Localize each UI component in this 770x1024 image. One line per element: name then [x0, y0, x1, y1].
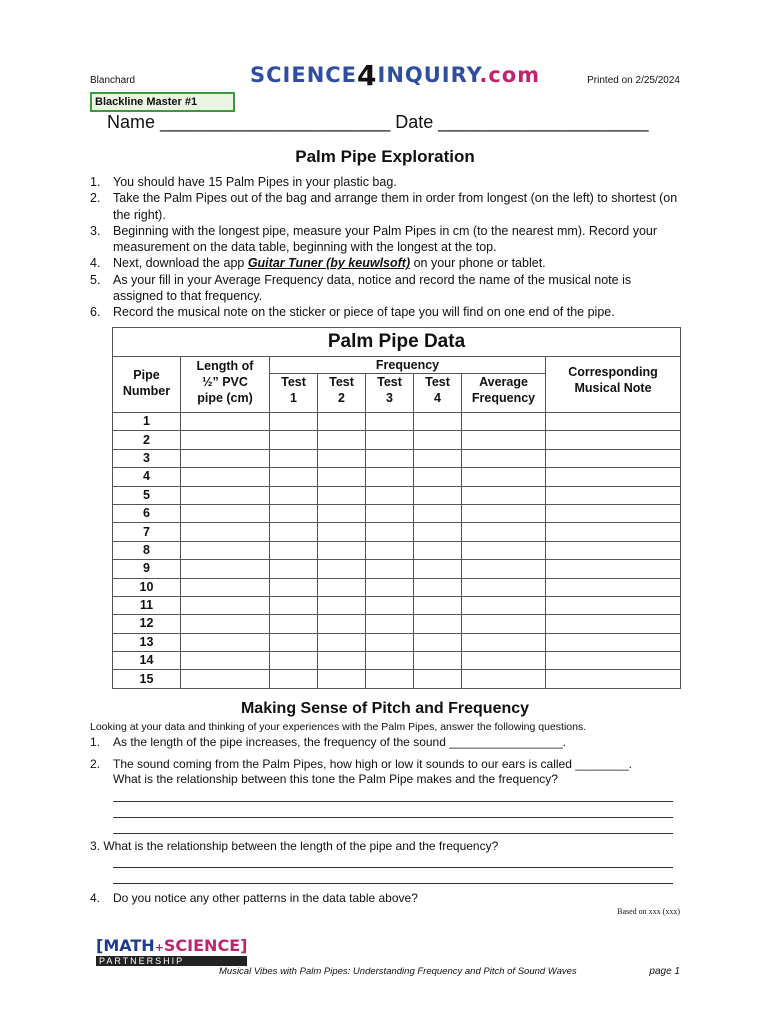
question-4: 4. Do you notice any other patterns in the data table above?: [90, 891, 418, 905]
table-row: 8: [113, 541, 681, 559]
step-item: 2. Take the Palm Pipes out of the bag and arrange them in order from longest (on the left) to shortest (on the right).: [90, 191, 678, 222]
step-item: 6. Record the musical note on the sticker or piece of tape you will find on one end of the pipe.: [90, 305, 615, 320]
question-2: 2. The sound coming from the Palm Pipes, how high or low it sounds to our ears is called ________.: [90, 757, 632, 771]
palm-pipe-data-table: [112, 327, 681, 689]
answer-line: [113, 817, 673, 818]
author-name: Blanchard: [90, 75, 136, 86]
header-musical-note: Corresponding Musical Note: [546, 357, 681, 413]
math-science-partnership-logo: [MATH+SCIENCE] PARTNERSHIP: [96, 936, 248, 966]
blackline-master-label: Blackline Master #1: [90, 92, 235, 112]
header-test-2: Test 2: [318, 374, 366, 413]
page-title: Palm Pipe Exploration: [295, 147, 475, 166]
table-row: 13: [113, 633, 681, 651]
question-1: 1. As the length of the pipe increases, the frequency of the sound _________________.: [90, 735, 567, 749]
table-row: 7: [113, 523, 681, 541]
answer-line: [113, 867, 673, 868]
logo-inquiry: INQUIRY: [377, 63, 480, 87]
answer-line: [113, 833, 673, 834]
header-test-1: Test 1: [270, 374, 318, 413]
table-row: 15: [113, 670, 681, 688]
answer-line: [113, 883, 673, 884]
table-row: 10: [113, 578, 681, 596]
table-row: 14: [113, 652, 681, 670]
table-row: 5: [113, 486, 681, 504]
instructions-list: [90, 174, 680, 321]
step-item: 1. You should have 15 Palm Pipes in your plastic bag.: [90, 175, 397, 189]
footer-title: Musical Vibes with Palm Pipes: Understanding Frequency and Pitch of Sound Waves: [219, 966, 577, 977]
answer-line: [113, 801, 673, 802]
question-3: 3. What is the relationship between the length of the pipe and the frequency?: [90, 839, 499, 853]
header-average-frequency: Average Frequency: [462, 374, 546, 413]
based-on-note: Based on xxx (xxx): [617, 907, 680, 916]
table-row: 1: [113, 413, 681, 431]
step-item: 5. As your fill in your Average Frequency data, notice and record the name of the musical note is assigned to that frequency.: [90, 272, 632, 304]
header-frequency: Frequency: [270, 357, 546, 374]
step-item: 4. Next, download the app Guitar Tuner (by keuwlsoft) on your phone or tablet.: [90, 256, 546, 271]
table-row: 12: [113, 615, 681, 633]
logo-com: .com: [479, 63, 541, 87]
table-row: 4: [113, 468, 681, 486]
app-name: Guitar Tuner (by keuwlsoft): [247, 256, 411, 271]
printed-date: Printed on 2/25/2024: [587, 75, 680, 86]
table-row: 2: [113, 431, 681, 449]
header-pipe-number: Pipe Number: [113, 357, 181, 413]
step-text: Record the musical note on the sticker or piece of tape you will find on one end of the pipe.: [113, 305, 615, 320]
science4inquiry-logo: [250, 56, 541, 92]
page-number: page 1: [649, 966, 680, 977]
logo-four: 4: [357, 59, 378, 92]
step-text: You should have 15 Palm Pipes in your plastic bag.: [113, 175, 397, 189]
name-date-line: Name _______________________ Date _____________________: [107, 112, 649, 132]
step-text: Beginning with the longest pipe, measure your Palm Pipes in cm (to the nearest mm). Record your measurement on the data table, beginning with the longest at the top.: [113, 223, 658, 255]
question-2-part-b: What is the relationship between this tone the Palm Pipe makes and the frequency?: [113, 772, 558, 786]
section-intro: Looking at your data and thinking of your experiences with the Palm Pipes, answer the following questions.: [90, 721, 587, 733]
header-test-4: Test 4: [414, 374, 462, 413]
table-row: 11: [113, 596, 681, 614]
table-row: 9: [113, 560, 681, 578]
step-text: Take the Palm Pipes out of the bag and arrange them in order from longest (on the left) to shortest (on the right).: [113, 191, 678, 222]
logo-science: SCIENCE: [250, 63, 358, 87]
header-test-3: Test 3: [366, 374, 414, 413]
step-text: As your fill in your Average Frequency data, notice and record the name of the musical note is assigned to that frequency.: [113, 272, 632, 304]
step-item: 3. Beginning with the longest pipe, measure your Palm Pipes in cm (to the nearest mm). Record your measurement on the data table, beginning with the longest at the top.: [90, 223, 658, 255]
section-title: Making Sense of Pitch and Frequency: [240, 700, 530, 717]
table-row: 6: [113, 504, 681, 522]
table-row: 3: [113, 449, 681, 467]
header-length: Length of ½” PVC pipe (cm): [181, 357, 270, 413]
table-caption: Palm Pipe Data: [113, 328, 681, 357]
